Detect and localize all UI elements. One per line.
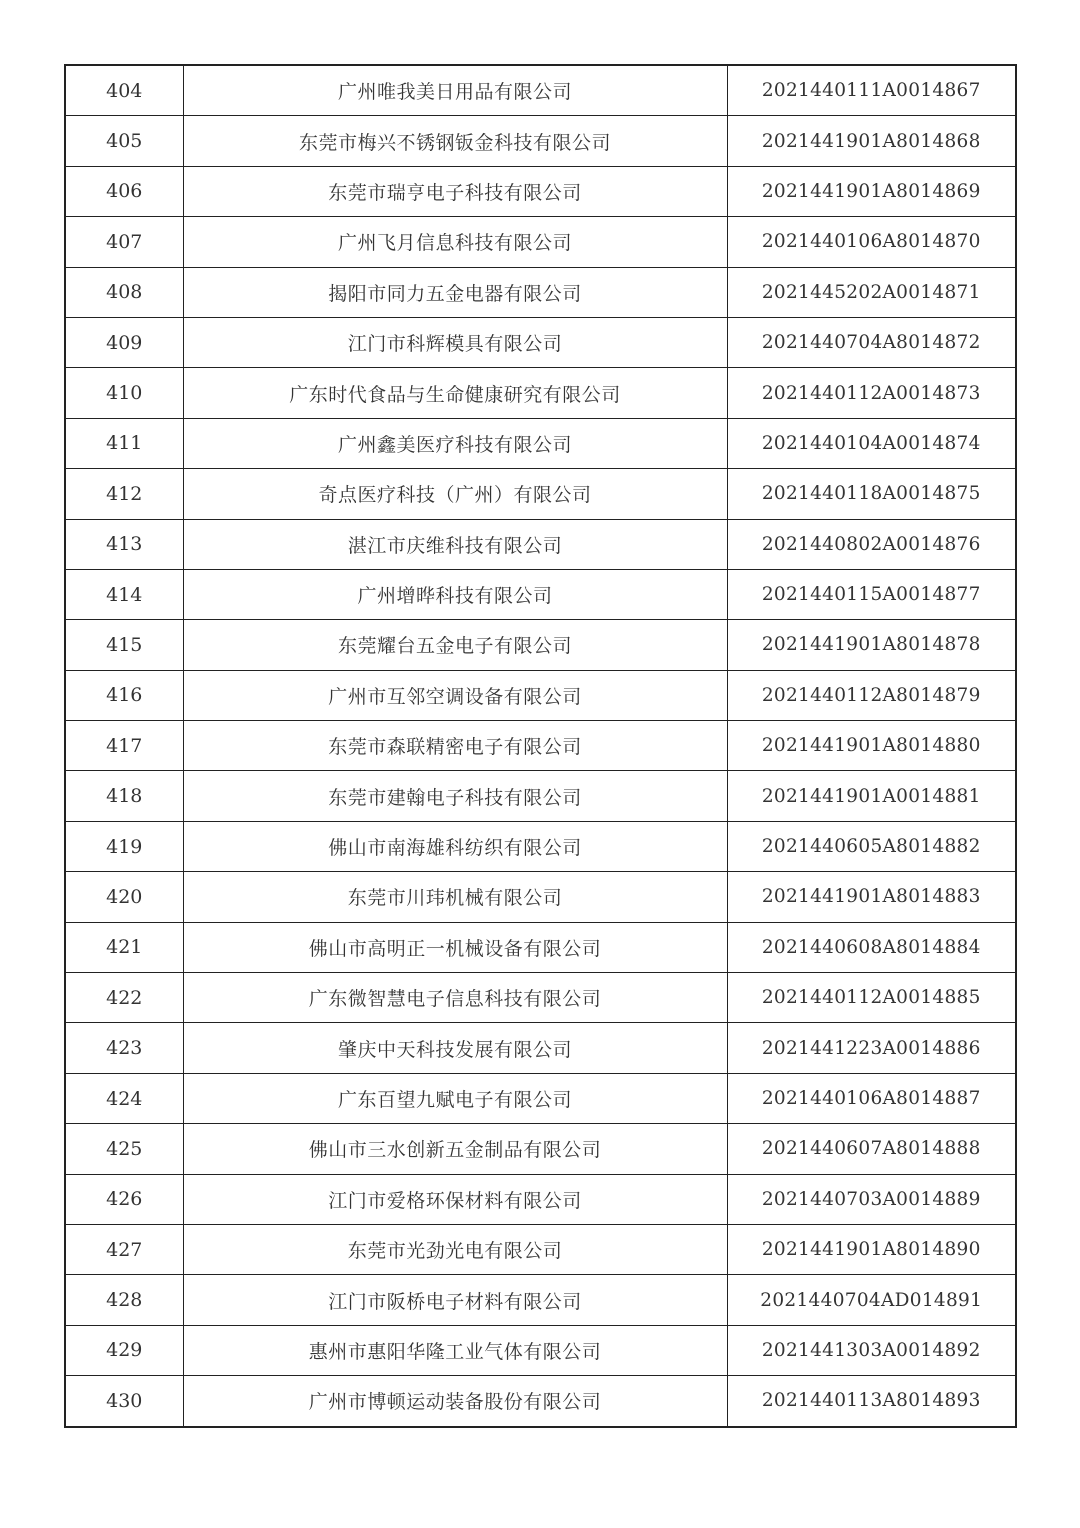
table-row: [65, 872, 1016, 922]
registration-code: 2021441303A0014892: [727, 1325, 1016, 1375]
company-name: 奇点医疗科技（广州）有限公司: [183, 469, 727, 519]
row-number: 415: [65, 620, 183, 670]
table-row: [65, 973, 1016, 1023]
company-name: 江门市爱格环保材料有限公司: [183, 1174, 727, 1224]
row-number: 427: [65, 1224, 183, 1274]
company-name: 广州唯我美日用品有限公司: [183, 65, 727, 116]
table-row: [65, 1023, 1016, 1073]
company-name: 东莞市川玮机械有限公司: [183, 872, 727, 922]
row-number: 408: [65, 267, 183, 317]
registration-code: 2021440802A0014876: [727, 519, 1016, 569]
company-name: 广东微智慧电子信息科技有限公司: [183, 973, 727, 1023]
row-number: 419: [65, 821, 183, 871]
row-number: 424: [65, 1073, 183, 1123]
row-number: 428: [65, 1275, 183, 1325]
row-number: 406: [65, 166, 183, 216]
company-table: [64, 64, 1017, 1428]
table-row: [65, 1376, 1016, 1427]
table-row: [65, 1073, 1016, 1123]
registration-code: 2021441901A8014880: [727, 721, 1016, 771]
registration-code: 2021441901A8014883: [727, 872, 1016, 922]
company-name: 东莞市森联精密电子有限公司: [183, 721, 727, 771]
row-number: 423: [65, 1023, 183, 1073]
table-row: [65, 317, 1016, 367]
registration-code: 2021441901A8014869: [727, 166, 1016, 216]
table-row: [65, 922, 1016, 972]
row-number: 410: [65, 368, 183, 418]
registration-code: 2021440113A8014893: [727, 1376, 1016, 1427]
company-name: 东莞耀台五金电子有限公司: [183, 620, 727, 670]
table-row: [65, 217, 1016, 267]
registration-code: 2021440608A8014884: [727, 922, 1016, 972]
registration-code: 2021440106A8014870: [727, 217, 1016, 267]
registration-code: 2021440104A0014874: [727, 418, 1016, 468]
company-name: 揭阳市同力五金电器有限公司: [183, 267, 727, 317]
company-name: 广州增晔科技有限公司: [183, 569, 727, 619]
company-table-body: [65, 65, 1016, 1427]
row-number: 429: [65, 1325, 183, 1375]
row-number: 409: [65, 317, 183, 367]
table-row: [65, 1325, 1016, 1375]
registration-code: 2021440607A8014888: [727, 1124, 1016, 1174]
row-number: 414: [65, 569, 183, 619]
registration-code: 2021440111A0014867: [727, 65, 1016, 116]
table-row: [65, 368, 1016, 418]
table-row: [65, 670, 1016, 720]
row-number: 417: [65, 721, 183, 771]
company-name: 广东时代食品与生命健康研究有限公司: [183, 368, 727, 418]
table-row: [65, 65, 1016, 116]
company-name: 广州鑫美医疗科技有限公司: [183, 418, 727, 468]
row-number: 411: [65, 418, 183, 468]
company-name: 东莞市光劲光电有限公司: [183, 1224, 727, 1274]
registration-code: 2021440112A0014873: [727, 368, 1016, 418]
registration-code: 2021440605A8014882: [727, 821, 1016, 871]
table-row: [65, 469, 1016, 519]
registration-code: 2021440118A0014875: [727, 469, 1016, 519]
row-number: 421: [65, 922, 183, 972]
company-name: 广州市博顿运动装备股份有限公司: [183, 1376, 727, 1427]
row-number: 412: [65, 469, 183, 519]
company-name: 江门市科辉模具有限公司: [183, 317, 727, 367]
company-name: 东莞市梅兴不锈钢钣金科技有限公司: [183, 116, 727, 166]
registration-code: 2021440704A8014872: [727, 317, 1016, 367]
table-row: [65, 116, 1016, 166]
row-number: 416: [65, 670, 183, 720]
registration-code: 2021440112A8014879: [727, 670, 1016, 720]
company-name: 广州飞月信息科技有限公司: [183, 217, 727, 267]
row-number: 422: [65, 973, 183, 1023]
row-number: 426: [65, 1174, 183, 1224]
registration-code: 2021440704AD014891: [727, 1275, 1016, 1325]
row-number: 425: [65, 1124, 183, 1174]
registration-code: 2021441901A0014881: [727, 771, 1016, 821]
table-row: [65, 418, 1016, 468]
company-name: 广州市互邻空调设备有限公司: [183, 670, 727, 720]
registration-code: 2021440106A8014887: [727, 1073, 1016, 1123]
registration-code: 2021441901A8014890: [727, 1224, 1016, 1274]
table-row: [65, 620, 1016, 670]
registration-code: 2021441901A8014878: [727, 620, 1016, 670]
table-row: [65, 569, 1016, 619]
company-name: 佛山市高明正一机械设备有限公司: [183, 922, 727, 972]
row-number: 413: [65, 519, 183, 569]
table-row: [65, 1275, 1016, 1325]
row-number: 420: [65, 872, 183, 922]
registration-code: 2021440115A0014877: [727, 569, 1016, 619]
company-name: 佛山市三水创新五金制品有限公司: [183, 1124, 727, 1174]
table-row: [65, 1124, 1016, 1174]
row-number: 407: [65, 217, 183, 267]
row-number: 405: [65, 116, 183, 166]
registration-code: 2021440112A0014885: [727, 973, 1016, 1023]
row-number: 430: [65, 1376, 183, 1427]
company-name: 惠州市惠阳华隆工业气体有限公司: [183, 1325, 727, 1375]
registration-code: 2021440703A0014889: [727, 1174, 1016, 1224]
table-row: [65, 519, 1016, 569]
company-name: 广东百望九赋电子有限公司: [183, 1073, 727, 1123]
table-row: [65, 1224, 1016, 1274]
company-name: 东莞市建翰电子科技有限公司: [183, 771, 727, 821]
company-name: 肇庆中天科技发展有限公司: [183, 1023, 727, 1073]
table-row: [65, 821, 1016, 871]
registration-code: 2021445202A0014871: [727, 267, 1016, 317]
table-row: [65, 771, 1016, 821]
registration-code: 2021441901A8014868: [727, 116, 1016, 166]
company-name: 佛山市南海雄科纺织有限公司: [183, 821, 727, 871]
company-name: 东莞市瑞亨电子科技有限公司: [183, 166, 727, 216]
table-row: [65, 267, 1016, 317]
row-number: 404: [65, 65, 183, 116]
table-row: [65, 721, 1016, 771]
company-name: 湛江市庆维科技有限公司: [183, 519, 727, 569]
table-row: [65, 1174, 1016, 1224]
table-row: [65, 166, 1016, 216]
registration-code: 2021441223A0014886: [727, 1023, 1016, 1073]
company-name: 江门市阪桥电子材料有限公司: [183, 1275, 727, 1325]
row-number: 418: [65, 771, 183, 821]
